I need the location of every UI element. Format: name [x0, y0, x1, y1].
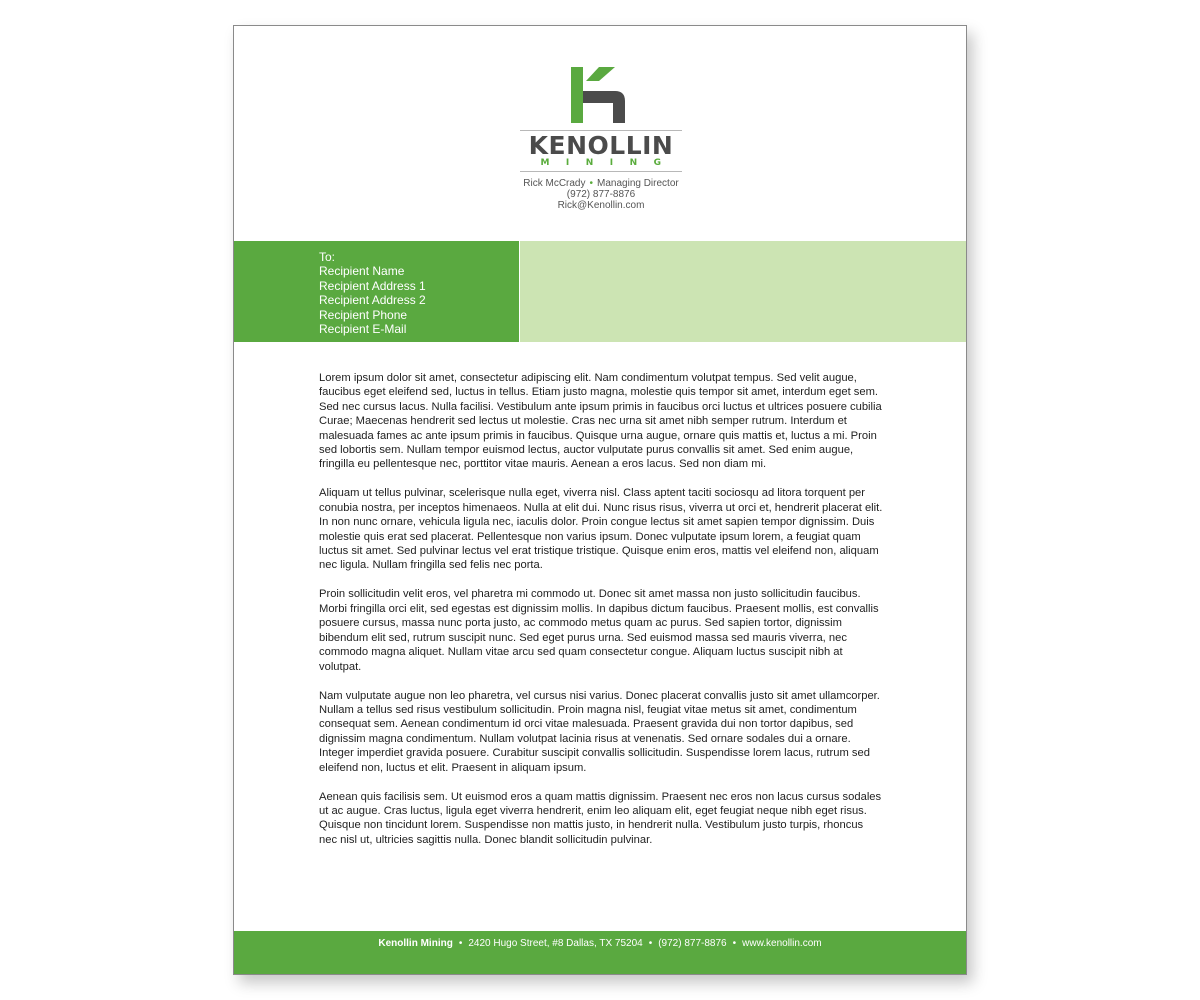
brand-rule-bottom: [520, 171, 682, 172]
footer-address: 2420 Hugo Street, #8 Dallas, TX 75204: [468, 938, 643, 949]
contact-email[interactable]: Rick@Kenollin.com: [557, 200, 645, 211]
header-accent-band: [520, 241, 966, 342]
letter-body: [319, 371, 884, 862]
kenollin-logo-icon: [571, 67, 631, 125]
recipient-phone: Recipient Phone: [319, 307, 408, 322]
contact-title: Managing Director: [597, 178, 679, 189]
footer-phone: (972) 877-8876: [658, 938, 727, 949]
footer-bar: [234, 931, 966, 974]
footer-separator-dot-icon: •: [648, 938, 653, 949]
recipient-block: [319, 250, 426, 336]
brand-name: KENOLLIN: [528, 131, 674, 160]
separator-dot-icon: •: [589, 178, 594, 189]
contact-name-title: [470, 178, 732, 189]
contact-phone: (972) 877-8876: [566, 189, 636, 200]
body-paragraph: Nam vulputate augue non leo pharetra, vel cursus nisi varius. Donec placerat convallis justo sit amet ullamcorper. Nullam a tellus sed risus vestibulum sollicitudin. Proin magna nisl, feugiat vitae metus sit amet, condimentum consequat sem. Aenean condimentum id orci vitae malesuada. Praesent gravida dui non tortor dapibus, sed dignissim magna condimentum. Nullam volutpat lacinia risus at venenatis. Sed ornare sodales dui a ornare. Integer imperdiet gravida posuere. Curabitur suscipit convallis sollicitudin. Suspendisse lorem lacus, rutrum sed eleifend non, luctus et elit. Praesent in aliquam ipsum.: [319, 689, 880, 774]
footer-separator-dot-icon: •: [732, 938, 737, 949]
recipient-address-1: Recipient Address 1: [319, 278, 426, 293]
recipient-band: [234, 241, 519, 342]
footer-company: Kenollin Mining: [378, 938, 453, 949]
contact-person: Rick McCrady: [523, 178, 586, 189]
body-paragraph: Aliquam ut tellus pulvinar, scelerisque nulla eget, viverra nisl. Class aptent taciti sociosqu ad litora torquent per conubia nostra, per inceptos himenaeos. Nulla at elit dui. Nunc risus risus, viverra ut orci et, hendrerit placerat elit. In non nunc ornare, vehicula ligula nec, iaculis dolor. Proin congue lectus sit amet sapien tempor dignissim. Duis molestie quis erat sed placerat. Pellentesque non varius ipsum. Donec vulputate ipsum lorem, a feugiat quam luctus sit amet. Sed pulvinar lectus vel erat tristique tristique. Quisque enim eros, mattis vel eleifend non, aliquam nec ligula. Nullam fringilla sed felis nec porta.: [319, 487, 883, 572]
footer-website[interactable]: www.kenollin.com: [742, 938, 822, 949]
letterhead-page: [233, 25, 967, 975]
footer-line: [234, 938, 966, 950]
footer-separator-dot-icon: •: [458, 938, 463, 949]
recipient-name: Recipient Name: [319, 264, 405, 279]
recipient-address-2: Recipient Address 2: [319, 293, 426, 308]
body-paragraph: Lorem ipsum dolor sit amet, consectetur adipiscing elit. Nam condimentum volutpat tempus. Sed velit augue, faucibus eget eleifend sed, luctus in tellus. Etiam justo magna, molestie quis tempor sit amet, interdum eget sem. Sed nec cursus lacus. Nulla facilisi. Vestibulum ante ipsum primis in faucibus orci luctus et ultrices posuere cubilia Curae; Maecenas hendrerit sed lectus ut molestie. Cras nec urna sit amet nibh semper rutrum. Interdum et malesuada fames ac ante ipsum primis in faucibus. Quisque urna augue, ornare quis mattis et, luctus a mi. Proin sed lobortis sem. Nullam tempor euismod lectus, auctor vulputate purus convallis sit amet. Sed enim augue, fringilla eu pellentesque nec, porttitor vitae mauris. Aenean a eros lacus. Sed non diam mi.: [319, 372, 882, 471]
recipient-email: Recipient E-Mail: [319, 322, 407, 337]
recipient-label: To:: [319, 250, 336, 264]
brand-tagline: MINING: [540, 158, 678, 168]
body-paragraph: Aenean quis facilisis sem. Ut euismod eros a quam mattis dignissim. Praesent nec eros non lacus cursus sodales ut ac augue. Cras luctus, ligula eget viverra hendrerit, enim leo aliquam elit, eget feugiat neque nibh eget risus. Quisque non tincidunt lorem. Suspendisse non mattis justo, in hendrerit nulla. Vestibulum justo turpis, rhoncus nec nisl ut, ultricies sagittis nulla. Donec blandit sollicitudin pulvinar.: [319, 790, 882, 846]
body-paragraph: Proin sollicitudin velit eros, vel pharetra mi commodo ut. Donec sit amet massa non justo sollicitudin faucibus. Morbi fringilla orci elit, sed egestas est dignissim mollis. In dapibus dictum faucibus. Praesent mollis, est convallis posuere cursus, massa nunc porta justo, ac commodo metus quam ac purus. Sed sapien tortor, dignissim bibendum elit sed, rutrum suscipit nunc. Sed eget purus urna. Sed euismod massa sed mauris viverra, nec commodo magna aliquet. Nullam vitae arcu sed quam consectetur congue. Aliquam luctus suscipit nibh at volutpat.: [319, 588, 879, 673]
